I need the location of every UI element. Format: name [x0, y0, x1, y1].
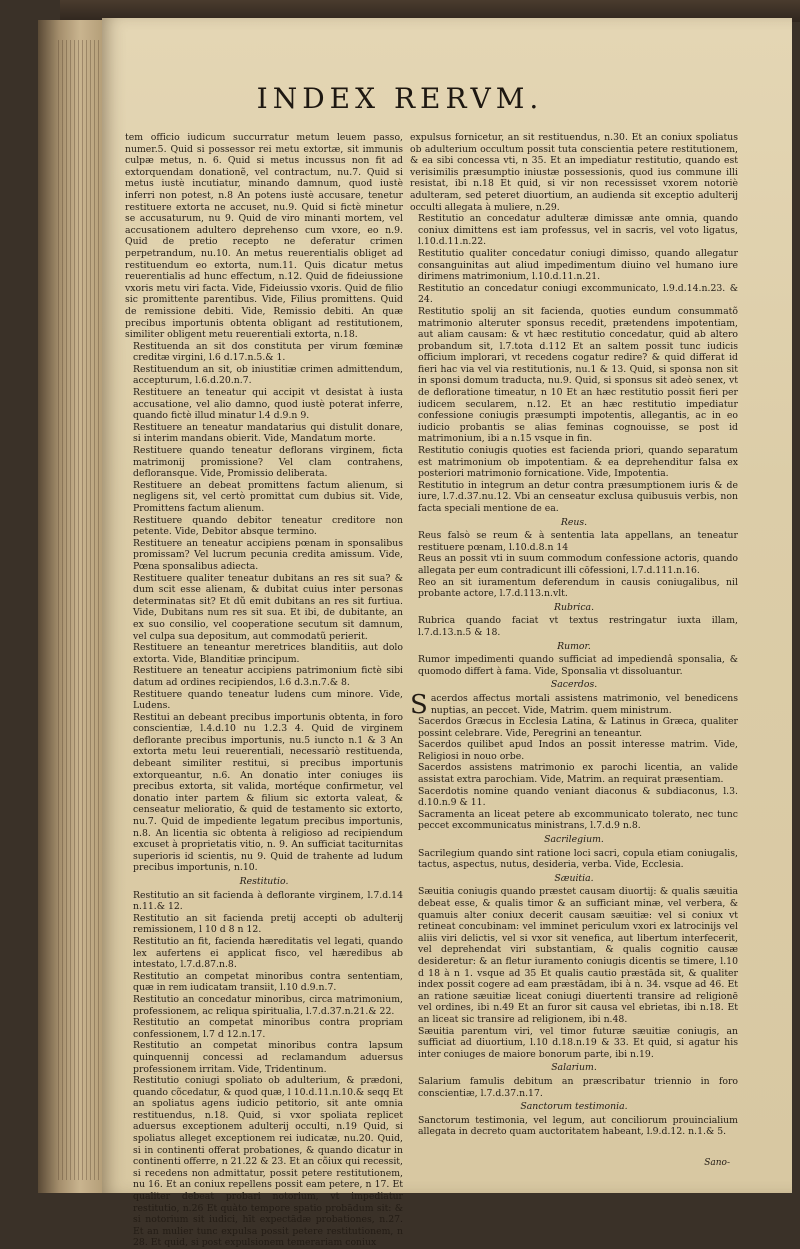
entry: Rubrica quando faciat vt textus restringatur iuxta illam, l.7.d.13.n.5 & 18. — [418, 615, 738, 638]
entry: Restitui an debeant precibus importunis obtenta, in foro conscientiæ, l.4.d.10 nu 1.2.3 4. Quid de virginem deflorante precibus importunis, nu.5 iuncto n.1 & 3 An extorta metu leui reuerentiali, necessariò restituenda, debeant similiter restitui, si precibus importunis extorqueantur, n.6. An donatio inter coniuges iis precibus extorta, sit valida, mortéque confirmetur, vel donatio inter partem & filium sic extorta valeat, & censeatur melioratio, & quid de testamento sic extorto, nu.7. Quid de impediente legatum precibus importunis, n.8. An licentia sic obtenta à religioso ad recipiendum excuset à proprietatis vitio, n. 9. An sufficiat taciturnitas superioris id scientis, nu 9. Quid de trahente ad ludum precibus importunis, n.10. — [133, 711, 403, 874]
entry: Restituenda an sit dos constituta per virum fœminæ creditæ virgini, l.6 d.17.n.5.& 1. — [133, 340, 403, 364]
entry: Restituere an teneantur meretrices blanditiis, aut dolo extorta. Vide, Blanditiæ principum. — [133, 642, 403, 665]
entry: Restitutio an concedatur coniugi excommunicato, l.9.d.14.n.23. & 24. — [418, 282, 738, 306]
entry: Sacrilegium quando sint ratione loci sacri, copula etiam coniugalis, tactus, aspectus, nutus, desideria, verba. Vide, Ecclesia. — [418, 847, 738, 871]
section-heading: Sacrilegium. — [544, 834, 604, 846]
section-heading: Sacerdos. — [550, 679, 598, 691]
entry: Sæuitia coniugis quando præstet causam diuortij: & qualis sæuitia debeat esse, & qualis timor & an sufficiant minæ, vel verbera, & quamuis alter coniux decerit causam sæuitiæ: vel si coniux vt retineat concubinam: vel imminet periculum vxori ex latrocinijs vel aliis viri delictis, vel si vxor sit venefica, aut libertum interfecerit, vel deprehendat viri substantiam, & qualis cognitio causæ desideretur: & an fletur iuramento coniugis dicentis se timere, l.10 d 18 à n 1. vsque ad 35 Et qualis cautio præstāda sit, & qualiter index possit cogere ad eam præstādam, ibi à n. 34. vsque ad 46. Et an ratione sæuitiæ liceat coniugi diuertenti transire ad religionē vel ordines, ibi n.49 Et an furor sit causa vel ebrietas, ibi n.18. Et an liceat sic transire ad religionem, ibi n.48. — [418, 886, 738, 1025]
entry: Restitutio an sit facienda pretij accepti ob adulterij remissionem, l 10 d 8 n 12. — [133, 912, 403, 936]
entry: Restitutio an competat minoribus contra propriam confessionem, l.7 d 12.n.17. — [133, 1017, 403, 1040]
section-heading: Restitutio. — [239, 876, 289, 887]
entry: Restitutio coniugis quoties est facienda priori, quando separatum est matrimonium ob impotentiam. & ea deprehenditur falsa ex posteriori matrimonio fornicatione. Vide, Impotentia. — [418, 445, 738, 480]
entry: Restituere quando teneatur ludens cum minore. Vide, Ludens. — [133, 688, 403, 712]
entry: Restitutio an competat minoribus contra lapsum quinquennij concessi ad reclamandum aduersus professionem irritam. Vide, Tridentinum. — [133, 1040, 403, 1075]
entry: Sacerdos Græcus in Ecclesia Latina, & Latinus in Græca, qualiter possint celebrare. Vide, Peregrini an teneantur. — [418, 716, 738, 739]
entry: Sacerdos quilibet apud Indos an possit interesse matrim. Vide, Religiosi in nouo orbe. — [418, 739, 738, 762]
left-column — [125, 132, 403, 1249]
entry: Reus an possit vti in suum commodum confessione actoris, quando allegata per eum contradicunt illi cōfessioni, l.7.d.111.n.16. — [418, 553, 738, 576]
entry — [410, 689, 738, 720]
section-heading: Salarium. — [551, 1062, 597, 1074]
entry: Sacerdotis nomine quando veniant diaconus & subdiaconus, l.3. d.10.n.9 & 11. — [418, 785, 738, 809]
entry: Reus falsò se reum & à sententia lata appellans, an teneatur restituere pœnam, l.10.d.8.n 14 — [418, 530, 738, 553]
entry: Restitutio an competat minoribus contra sententiam, quæ in rem iudicatam transiit, l.10 d.9.n.7. — [133, 970, 403, 994]
entry: Restituere an teneatur mandatarius qui distulit donare, si interim mandans obierit. Vide, Mandatum morte. — [133, 421, 403, 445]
entry: Reo an sit iuramentum deferendum in causis coniugalibus, nil probante actore, l.7.d.113.n.vlt. — [418, 576, 738, 600]
entry: Restituendum an sit, ob iniustitiæ crimen admittendum, accepturum, l.6.d.20.n.7. — [133, 363, 403, 387]
section-heading: Sæuitia. — [554, 872, 594, 884]
entry: Restituere quando teneatur deflorans virginem, ficta matrimonij promissione? Vel clam contrahens, defloransque. Vide, Promissio deliberata. — [133, 445, 403, 480]
entry: Rumor impedimenti quando sufficiat ad impediendâ sponsalia, & quomodo differt à fama. Vide, Sponsalia vt dissoluantur. — [418, 654, 738, 677]
entry: Restitutio an sit facienda à deflorante virginem, l.7.d.14 n.11.& 12. — [133, 889, 403, 913]
entry: Restituere quando debitor teneatur creditore non petente. Vide, Debitor absque termino. — [133, 514, 403, 538]
right-column — [410, 132, 738, 1138]
entry: Salarium famulis debitum an præscribatur triennio in foro conscientiæ, l.7.d.37.n.17. — [418, 1075, 738, 1099]
section-heading: Rubrica. — [553, 601, 595, 613]
entry: expulsus fornicetur, an sit restituendus, n.30. Et an coniux spoliatus ob adulterium occultum possit tuta conscientia petere restitutionem, & ea sibi concessa vti, n 35. Et an impediatur restitutio, quando est verisimilis præsumptio iniustæ possessionis, quod ius commune illi resistat, ibi n.18 Et quid, si vir non recessisset vxorem notoriè adulteram, sed peteret diuortium, an audienda sit exceptio adulterij occulti allegata à muliere, n.29. — [410, 132, 738, 213]
entry: Restituere an teneatur accipiens patrimonium fictè sibi datum ad ordines recipiendos, l.6 d.3.n.7.& 8. — [133, 665, 403, 688]
entry: Sanctorum testimonia, vel legum, aut conciliorum prouincialium allegata in decreto quam auctoritatem habeant, l.9.d.12. n.1.& 5. — [418, 1114, 738, 1138]
catchword: Sano- — [704, 1158, 730, 1168]
page-edges — [58, 40, 106, 1180]
entry: tem officio iudicum succurratur metum leuem passo, numer.5. Quid si possessor rei metu extortæ, sit immunis culpæ metus, n. 6. Quid si metus incussus non fit ad extorquendam donationẽ, vel contractum, nu.7. Quid si metus iustè incutiatur, minando damnum, quod iustè inferri non potest, n.8 An potens iustè accusare, tenetur restituere extorta ne accuset, nu.9. Quid si fictè minetur se accusaturum, nu 9. Quid de viro minanti mortem, vel accusationem adultero deprehenso cum vxore, eo n.9. Quid de pretio recepto ne deferatur crimen perpetrandum, nu.10. An metus reuerentialis obliget ad restituendum eo extorta, num.11. Quis dicatur metus reuerentialis ad hunc effectum, n.12. Quid de fideiussione vxoris metu viri facta. Vide, Fideiussio vxoris. Quid de filio sic promittente parentibus. Vide, Filius promittens. Quid de remissione debiti. Vide, Remissio debiti. An quæ precibus importunis obtenta obligant ad restitutionem, similiter obligent metu reuerentiali extorta, n.18. — [125, 132, 403, 341]
entry: Restitutio qualiter concedatur coniugi dimisso, quando allegatur consanguinitas aut aliud impedimentum diuino vel humano iure dirimens matrimonium, l.10.d.11.n.21. — [418, 247, 738, 283]
drop-cap: S — [410, 689, 428, 720]
section-heading: Rumor. — [557, 640, 591, 652]
entry: Restitutio an concedatur minoribus, circa matrimonium, professionem, ac reliqua spiritualia, l.7.d.37.n.21.& 22. — [133, 993, 403, 1017]
entry: Sacramenta an liceat petere ab excommunicato tolerato, nec tunc peccet excommunicatus ministrans, l.7.d.9 n.8. — [418, 808, 738, 832]
section-heading: Reus. — [560, 516, 588, 528]
entry: Restituere an debeat promittens factum alienum, si negligens sit, vel certò promittat cum dubius sit. Vide, Promittens factum alienum. — [133, 479, 403, 514]
entry: Sæuitia parentum viri, vel timor futuræ sæuitiæ coniugis, an sufficiat ad diuortium, l.10 d.18.n.19 & 33. Et quid, si agatur his inter coniuges de maiore bonorum parte, ibi n.19. — [418, 1025, 738, 1060]
entry: Restitutio spolij an sit facienda, quoties eundum consummatõ matrimonio alteruter sponsus recedit, prætendens impotentiam, aut aliam causam: & vt hæc restitutio concedatur, quid ab altero probandum sit, l.7.tota d.112 Et an saltem possit tunc iudicis officium implorari, vt recedens cogatur redire? & quid differat id fieri hac via vel via restitutionis, nu.1 & 13. Quid, si sponsa non sit in sponsi domum traducta, nu.9. Quid, si sponsus sit adeò senex, vt de defloratione timeatur, n 10 Et an hæc restitutio possit fieri per iudicem secularem, n.12. Et an hæc restitutio impediatur confessione coniugis præsumpti impotentis, allegantis, ac in eo iudicio probantis se alias feminas cognouisse, se post id matrimonium, ibi a n.15 vsque in fin. — [418, 305, 738, 445]
entry: Restitutio in integrum an detur contra præsumptionem iuris & de iure, l.7.d.37.nu.12. Vbi an censeatur exclusa quibusuis verbis, non facta speciali mentione de ea. — [418, 479, 738, 514]
entry: Restituere an teneatur accipiens pœnam in sponsalibus promissam? Vel lucrum pecunia credita amissum. Vide, Pœna sponsalibus adiecta. — [133, 537, 403, 572]
page-header: INDEX RERVM. — [256, 82, 544, 115]
entry: Sacerdos assistens matrimonio ex parochi licentia, an valide assistat extra parochiam. Vide, Matrim. an requirat præsentiam. — [418, 762, 738, 786]
entry-text: acerdos affectus mortali assistens matrimonio, vel benedicens nuptias, an peccet. Vide, Matrim. quem ministrum. — [430, 692, 738, 716]
entry: Restituere an teneatur qui accipit vt desistat à iusta accusatione, vel alio damno, quod iustè poterat inferre, quando fictè illud minatur l.4 d.9.n 9. — [133, 387, 403, 422]
entry: Restitutio an fit, facienda hæreditatis vel legati, quando lex aufertens ei applicat fisco, vel hæredibus ab intestato, l.7.d.87.n.8. — [133, 935, 403, 971]
entry: Restitutio coniugi spoliato ob adulterium, & prædoni, quando cõcedatur, & quod quæ, l 10.d.11.n.10.& seqq Et an spoliatus agens iudicio petitorio, sit ante omnia restituendus, n.18. Quid, si vxor spoliata replicet aduersus exceptionem adulterij occulti, n.19 Quid, si spoliatus alleget exceptionem rei iudicatæ, nu.20. Quid, si in continenti offerat probationes, & quando dicatur in continenti offerre, n 21.22 & 23. Et an cõiux qui recessit, si recedens non admittatur, possit petere restitutionem, nu 16. Et an coniux repellens possit eam petere, n 17. Et qualiter debeat probari notorium, vt impediatur restitutio, n.26 Et quàto tempore spatio probādum sit: & si notorium sit iudici, hīt expectādæ probationes, n.27. Et an mulier tunc expulsa possit petere restitutionem, n 28. Et quid, si post expulsionem temerariam coniux — [133, 1075, 403, 1249]
entry: Restituere qualiter teneatur dubitans an res sit sua? & dum scit esse alienam, & dubitat cuius inter personas determinatas sit? Et dũ emit dubitans an res sit furtiua. Vide, Dubitans num res sit sua. Et ibi, de dubitante, an ex suo consilio, vel cooperatione secutum sit damnum, vel culpa sua depositum, aut commodatũ perierit. — [133, 572, 403, 642]
entry: Restitutio an concedatur adulteræ dimissæ ante omnia, quando coniux dimittens est iam professus, vel in sacris, vel voto ligatus, l.10.d.11.n.22. — [418, 213, 738, 248]
section-heading: Sanctorum testimonia. — [520, 1101, 628, 1113]
